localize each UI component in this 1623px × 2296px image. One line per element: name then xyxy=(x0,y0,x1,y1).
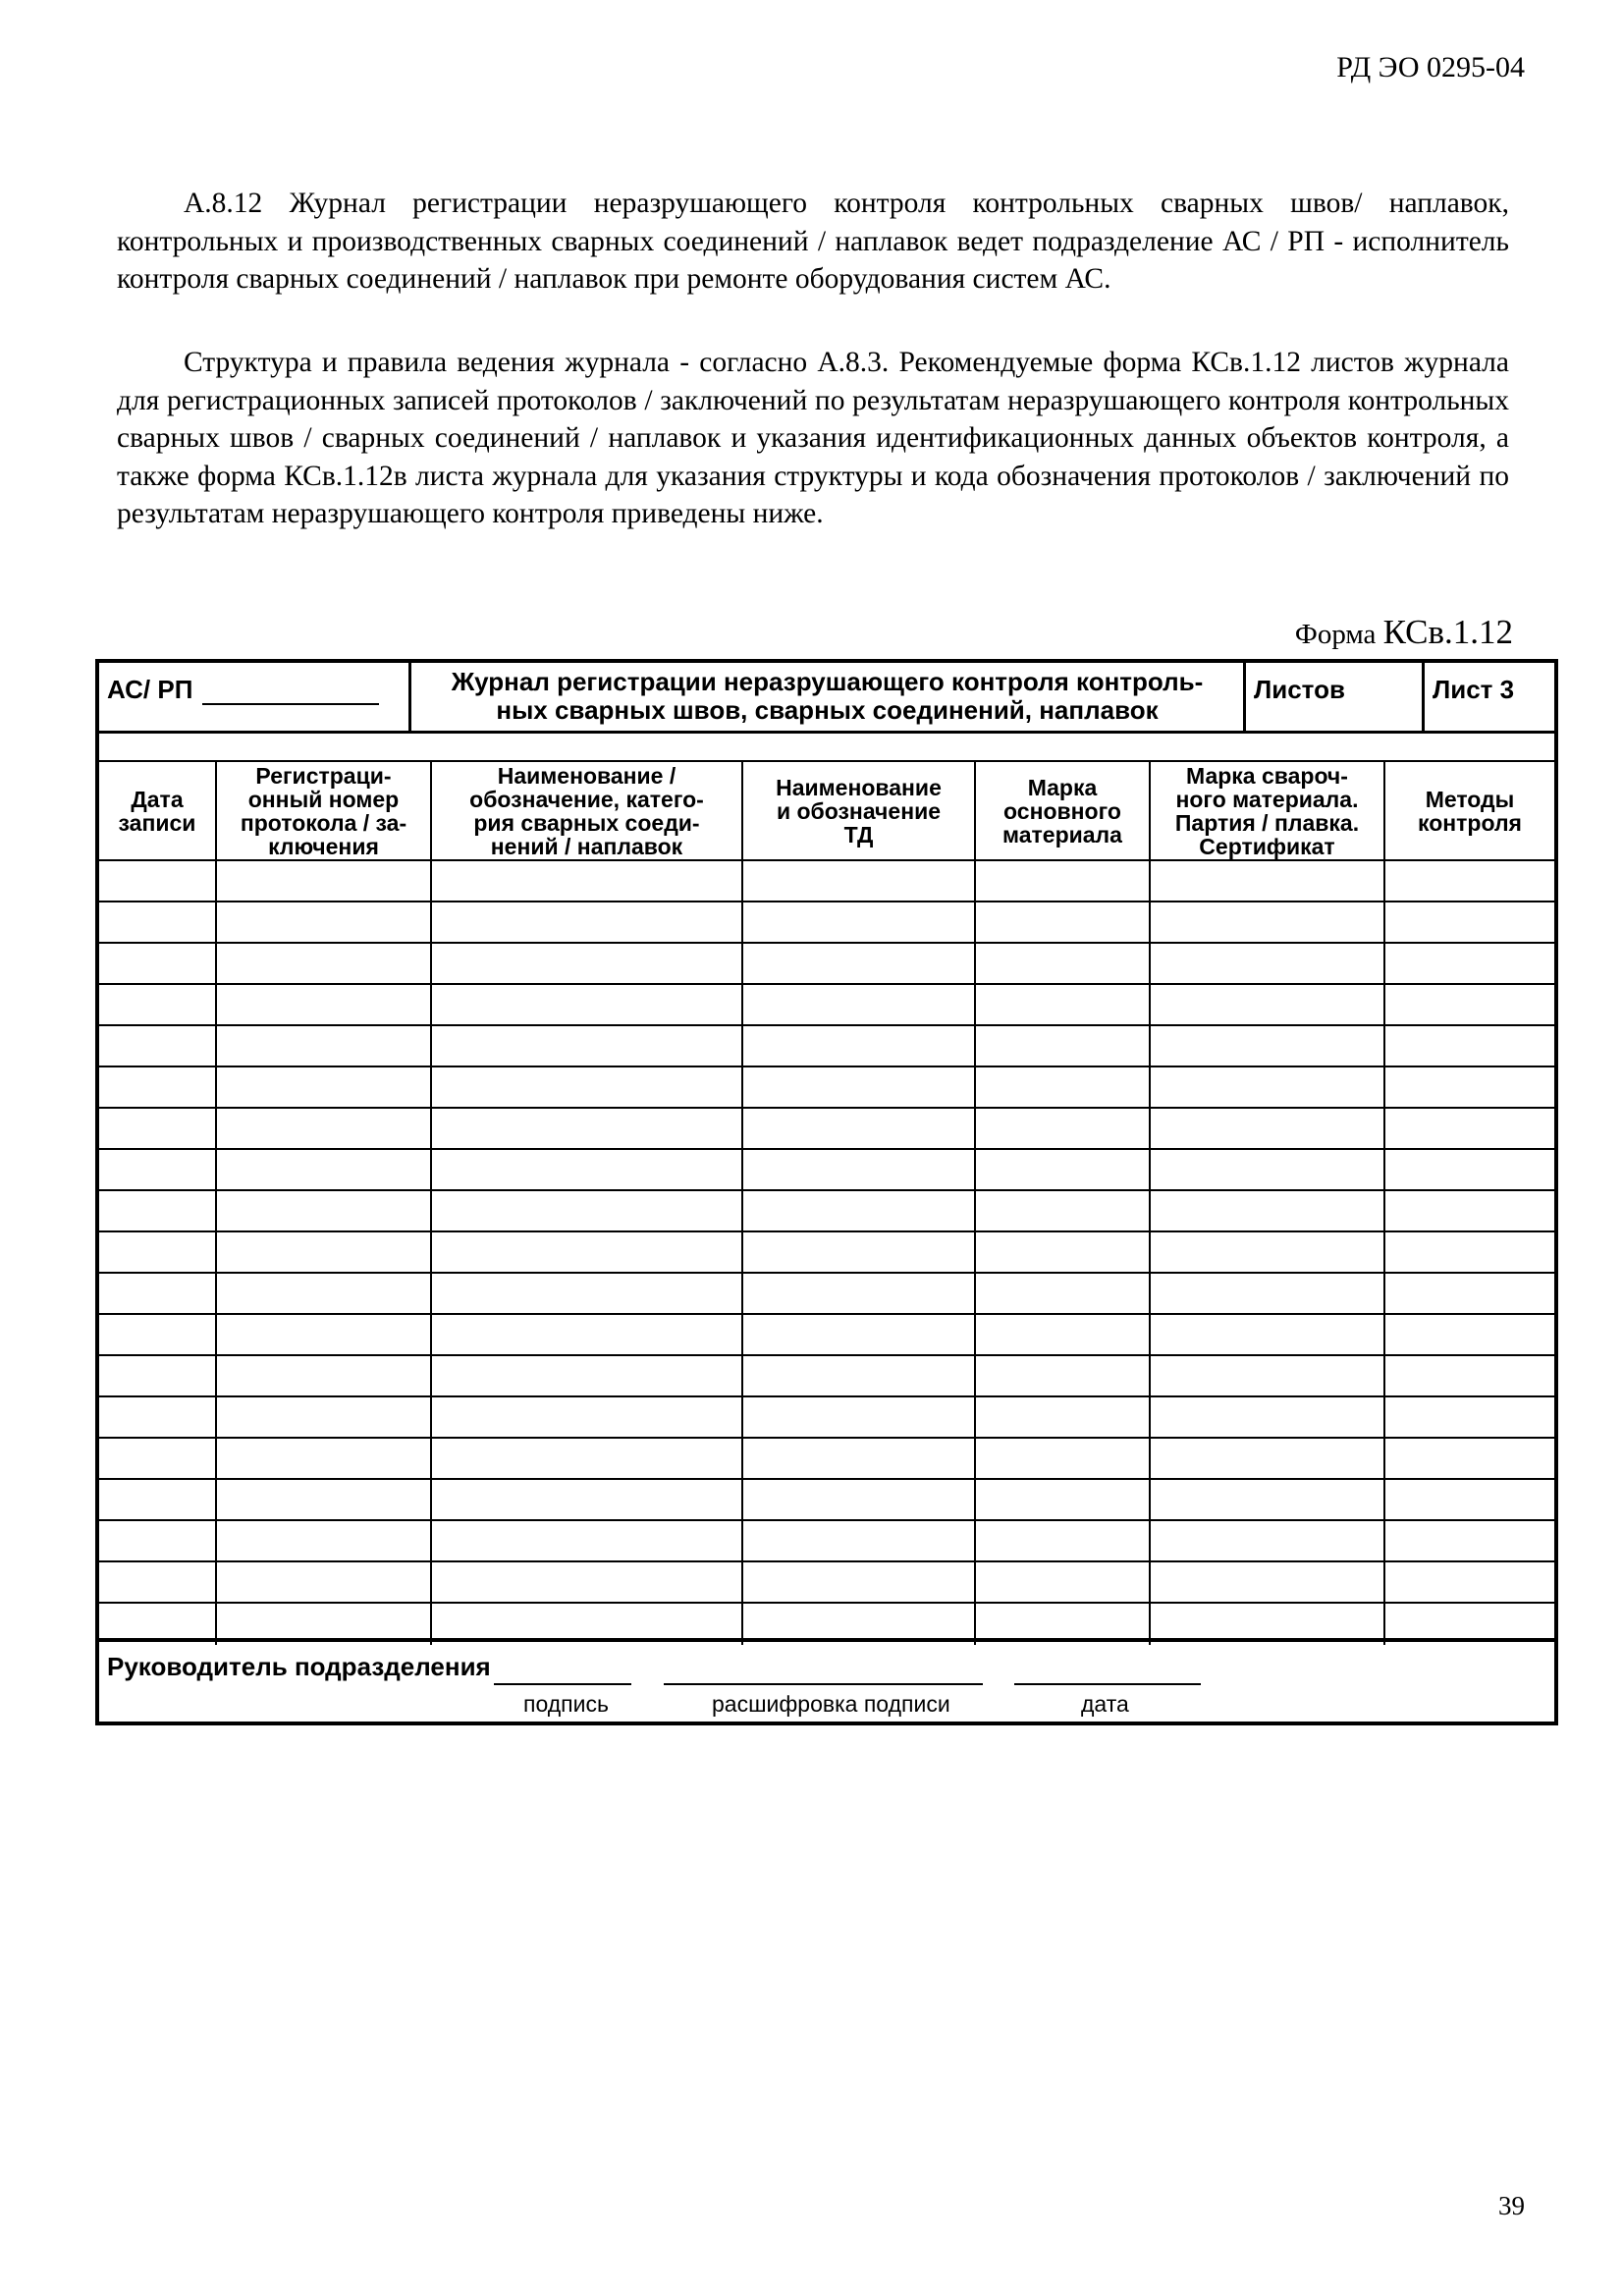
table-cell[interactable] xyxy=(743,861,976,902)
table-cell[interactable] xyxy=(743,1274,976,1315)
table-cell[interactable] xyxy=(1385,1026,1554,1067)
table-cell[interactable] xyxy=(743,1315,976,1356)
table-cell[interactable] xyxy=(432,1356,743,1397)
table-cell[interactable] xyxy=(1385,1397,1554,1439)
table-cell[interactable] xyxy=(743,1521,976,1562)
table-cell[interactable] xyxy=(1151,1150,1385,1191)
table-cell[interactable] xyxy=(743,944,976,985)
table-cell[interactable] xyxy=(217,1232,432,1274)
table-cell[interactable] xyxy=(976,1480,1151,1521)
table-cell[interactable] xyxy=(1151,1026,1385,1067)
sheets-count-cell[interactable] xyxy=(1246,663,1425,731)
table-cell[interactable] xyxy=(217,861,432,902)
table-cell[interactable] xyxy=(432,1397,743,1439)
table-cell[interactable] xyxy=(99,1562,217,1604)
table-cell[interactable] xyxy=(976,1521,1151,1562)
table-cell[interactable] xyxy=(432,1480,743,1521)
column-header-6-line: Сертификат xyxy=(1199,833,1335,859)
form-title xyxy=(411,663,1246,731)
table-cell[interactable] xyxy=(99,1274,217,1315)
table-cell[interactable] xyxy=(743,985,976,1026)
table-cell[interactable] xyxy=(432,1521,743,1562)
column-header-1-line: записи xyxy=(118,809,196,836)
table-cell[interactable] xyxy=(1385,1356,1554,1397)
table-cell[interactable] xyxy=(1385,1274,1554,1315)
table-cell[interactable] xyxy=(99,1480,217,1521)
page-number: 39 xyxy=(1498,2191,1525,2220)
table-cell[interactable] xyxy=(217,1480,432,1521)
table-cell[interactable] xyxy=(99,1439,217,1480)
column-header-2-line: Регистраци- xyxy=(255,762,392,789)
table-cell[interactable] xyxy=(743,1191,976,1232)
table-cell[interactable] xyxy=(976,861,1151,902)
table-cell[interactable] xyxy=(976,1397,1151,1439)
table-cell[interactable] xyxy=(1385,861,1554,902)
table-cell[interactable] xyxy=(743,902,976,944)
paragraph-a-8-12: А.8.12 Журнал регистрации неразрушающего контроля контрольных сварных швов/ наплавок, контрольных и производственных сварных соединений / наплавок ведет подразделение АС / РП - исполнитель контроля сварных соединений / наплавок при ремонте оборудования систем АС. xyxy=(117,188,1509,295)
table-cell[interactable] xyxy=(976,1067,1151,1109)
signature-line[interactable] xyxy=(494,1683,631,1685)
column-header-5 xyxy=(976,762,1151,861)
table-cell[interactable] xyxy=(432,1315,743,1356)
paragraph-structure: Структура и правила ведения журнала - согласно А.8.3. Рекомендуемые форма КСв.1.12 листов журнала для регистрационных записей протоколов / заключений по результатам неразрушающего контроля контрольных сварных швов / сварных соединений / наплавок и указания идентификационных данных объектов контроля, а также форма КСв.1.12в листа журнала для указания структуры и кода обозначения протоколов / заключений по результатам неразрушающего контроля приведены ниже. xyxy=(117,347,1509,529)
table-cell[interactable] xyxy=(217,1026,432,1067)
table-cell[interactable] xyxy=(976,1274,1151,1315)
table-cell[interactable] xyxy=(1151,944,1385,985)
journal-form xyxy=(95,659,1558,1725)
form-label-prefix: Форма xyxy=(1294,619,1383,650)
form-header-row xyxy=(99,663,1554,734)
table-cell[interactable] xyxy=(976,985,1151,1026)
table-cell[interactable] xyxy=(217,1109,432,1150)
table-cell[interactable] xyxy=(1385,1109,1554,1150)
table-cell[interactable] xyxy=(1151,1397,1385,1439)
table-cell[interactable] xyxy=(217,1521,432,1562)
table-cell[interactable] xyxy=(1151,1274,1385,1315)
table-cell[interactable] xyxy=(432,1439,743,1480)
column-header-4-line: Наименование xyxy=(776,774,942,800)
table-cell[interactable] xyxy=(1151,1521,1385,1562)
signature-decode-line[interactable] xyxy=(664,1683,983,1685)
table-cell[interactable] xyxy=(217,1439,432,1480)
column-header-4 xyxy=(743,762,976,861)
table-cell[interactable] xyxy=(1385,1232,1554,1274)
table-cell[interactable] xyxy=(432,1562,743,1604)
table-cell[interactable] xyxy=(1151,1109,1385,1150)
table-cell[interactable] xyxy=(432,902,743,944)
table-cell[interactable] xyxy=(743,1439,976,1480)
form-spacer-row xyxy=(99,734,1554,762)
column-header-3-line: Наименование / xyxy=(497,762,676,789)
column-header-4-line: ТД xyxy=(843,821,874,847)
column-header-1 xyxy=(99,762,217,861)
form-title-line-1: Журнал регистрации неразрушающего контроля контроль- xyxy=(451,667,1204,696)
table-cell[interactable] xyxy=(1151,1562,1385,1604)
table-cell[interactable] xyxy=(432,1191,743,1232)
table-cell[interactable] xyxy=(976,1232,1151,1274)
table-cell[interactable] xyxy=(1385,1191,1554,1232)
table-cell[interactable] xyxy=(99,1150,217,1191)
table-cell[interactable] xyxy=(1151,1191,1385,1232)
column-header-7 xyxy=(1385,762,1554,861)
column-header-3 xyxy=(432,762,743,861)
table-cell[interactable] xyxy=(217,1397,432,1439)
form-label xyxy=(1295,613,1513,652)
table-cell[interactable] xyxy=(743,1026,976,1067)
column-header-5-line: Марка xyxy=(1027,774,1098,800)
table-cell[interactable] xyxy=(1385,1315,1554,1356)
table-cell[interactable] xyxy=(1151,902,1385,944)
table-cell[interactable] xyxy=(743,1480,976,1521)
table-cell[interactable] xyxy=(99,1067,217,1109)
column-header-5-line: материала xyxy=(1002,821,1122,847)
table-cell[interactable] xyxy=(217,985,432,1026)
table-cell[interactable] xyxy=(99,1232,217,1274)
table-cell[interactable] xyxy=(217,944,432,985)
date-line[interactable] xyxy=(1014,1683,1201,1685)
table-cell[interactable] xyxy=(976,1150,1151,1191)
table-cell[interactable] xyxy=(1385,944,1554,985)
column-header-7-line: контроля xyxy=(1418,809,1522,836)
column-header-2-line: протокола / за- xyxy=(240,809,407,836)
org-fill-line[interactable] xyxy=(202,680,379,705)
table-cell[interactable] xyxy=(1151,1315,1385,1356)
table-cell[interactable] xyxy=(217,902,432,944)
head-of-department-label: Руководитель подразделения xyxy=(107,1652,491,1681)
column-header-3-line: обозначение, катего- xyxy=(469,786,704,812)
table-cell[interactable] xyxy=(99,985,217,1026)
column-header-2-line: онный номер xyxy=(247,786,400,812)
sheet-number-cell xyxy=(1425,663,1562,731)
table-cell[interactable] xyxy=(1151,861,1385,902)
table-cell[interactable] xyxy=(217,1562,432,1604)
column-header-2 xyxy=(217,762,432,861)
table-cell[interactable] xyxy=(99,1109,217,1150)
table-cell[interactable] xyxy=(99,1315,217,1356)
table-cell[interactable] xyxy=(976,1026,1151,1067)
form-title-line-2: ных сварных швов, сварных соединений, наплавок xyxy=(496,695,1159,725)
table-cell[interactable] xyxy=(743,1109,976,1150)
column-header-3-line: рия сварных соеди- xyxy=(473,809,700,836)
table-cell[interactable] xyxy=(432,1274,743,1315)
sheet-label: Лист 3 xyxy=(1433,675,1515,704)
table-cell[interactable] xyxy=(1385,1150,1554,1191)
table-cell[interactable] xyxy=(1151,1356,1385,1397)
table-cell[interactable] xyxy=(99,1356,217,1397)
table-cell[interactable] xyxy=(743,1232,976,1274)
table-cell[interactable] xyxy=(217,1315,432,1356)
column-header-6 xyxy=(1151,762,1385,861)
table-cell[interactable] xyxy=(976,1315,1151,1356)
table-cell[interactable] xyxy=(743,1150,976,1191)
table-cell[interactable] xyxy=(217,1150,432,1191)
table-cell[interactable] xyxy=(976,1356,1151,1397)
form-footer xyxy=(99,1638,1554,1722)
table-cell[interactable] xyxy=(432,944,743,985)
table-cell[interactable] xyxy=(217,1356,432,1397)
table-cell[interactable] xyxy=(432,1150,743,1191)
table-cell[interactable] xyxy=(976,1109,1151,1150)
column-header-6-line: Партия / плавка. xyxy=(1174,809,1360,836)
table-cell[interactable] xyxy=(1385,1521,1554,1562)
table-cell[interactable] xyxy=(976,1191,1151,1232)
table-cell[interactable] xyxy=(217,1191,432,1232)
column-header-3-line: нений / наплавок xyxy=(490,833,683,859)
table-cell[interactable] xyxy=(99,1521,217,1562)
table-cell[interactable] xyxy=(743,1397,976,1439)
table-cell[interactable] xyxy=(99,1191,217,1232)
sheets-label: Листов xyxy=(1254,675,1345,704)
column-header-1-line: Дата xyxy=(131,786,184,812)
table-cell[interactable] xyxy=(743,1067,976,1109)
table-cell[interactable] xyxy=(432,861,743,902)
table-cell[interactable] xyxy=(217,1274,432,1315)
column-header-6-line: ного материала. xyxy=(1175,786,1359,812)
table-cell[interactable] xyxy=(976,1562,1151,1604)
table-cell[interactable] xyxy=(1385,902,1554,944)
table-cell[interactable] xyxy=(743,1356,976,1397)
table-cell[interactable] xyxy=(432,1067,743,1109)
signature-caption: подпись xyxy=(523,1691,609,1717)
table-cell[interactable] xyxy=(432,1109,743,1150)
signature-decode-caption: расшифровка подписи xyxy=(712,1691,950,1717)
table-cell[interactable] xyxy=(432,1026,743,1067)
form-code: КСв.1.12 xyxy=(1382,613,1513,651)
table-cell[interactable] xyxy=(1151,1067,1385,1109)
table-cell[interactable] xyxy=(1151,1232,1385,1274)
table-cell[interactable] xyxy=(99,1397,217,1439)
table-cell[interactable] xyxy=(1385,1439,1554,1480)
org-label: АС/ РП xyxy=(107,675,193,704)
table-cell[interactable] xyxy=(1385,1067,1554,1109)
column-header-2-line: ключения xyxy=(268,833,379,859)
org-cell xyxy=(99,663,411,731)
date-caption: дата xyxy=(1081,1691,1129,1717)
column-header-7-line: Методы xyxy=(1425,786,1515,812)
table-cell[interactable] xyxy=(432,1232,743,1274)
table-cell[interactable] xyxy=(432,985,743,1026)
table-cell[interactable] xyxy=(99,1026,217,1067)
table-cell[interactable] xyxy=(1385,1480,1554,1521)
column-header-4-line: и обозначение xyxy=(776,797,942,824)
table-cell[interactable] xyxy=(99,902,217,944)
column-header-5-line: основного xyxy=(1003,797,1121,824)
table-cell[interactable] xyxy=(1151,985,1385,1026)
table-cell[interactable] xyxy=(99,861,217,902)
table-cell[interactable] xyxy=(1385,985,1554,1026)
table-cell[interactable] xyxy=(217,1067,432,1109)
document-code: РД ЭО 0295-04 xyxy=(1336,51,1525,83)
table-cell[interactable] xyxy=(743,1562,976,1604)
table-cell[interactable] xyxy=(1151,1439,1385,1480)
table-cell[interactable] xyxy=(976,944,1151,985)
table-cell[interactable] xyxy=(1385,1562,1554,1604)
table-cell[interactable] xyxy=(976,902,1151,944)
table-cell[interactable] xyxy=(99,944,217,985)
table-cell[interactable] xyxy=(976,1439,1151,1480)
column-header-6-line: Марка свароч- xyxy=(1186,762,1348,789)
table-cell[interactable] xyxy=(1151,1480,1385,1521)
